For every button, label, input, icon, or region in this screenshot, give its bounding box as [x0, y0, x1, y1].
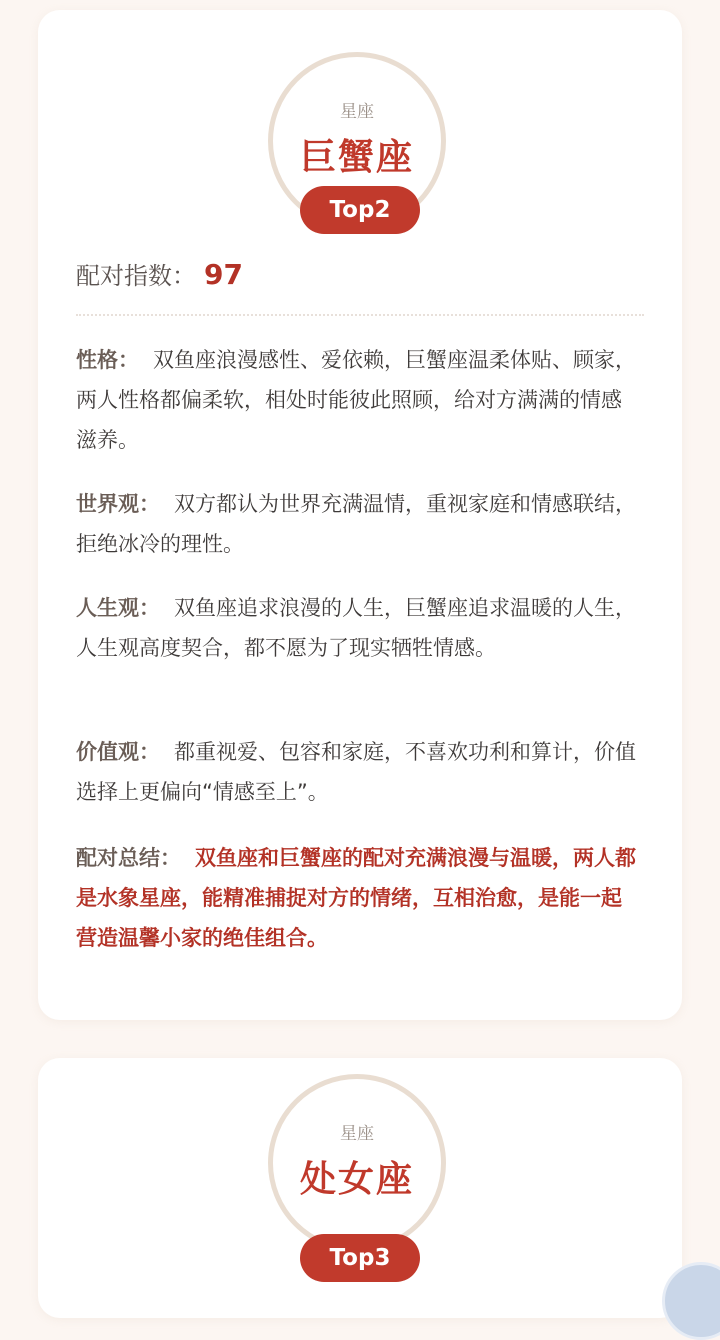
section-text: 双鱼座追求浪漫的人生，巨蟹座追求温暖的人生，人生观高度契合，都不愿为了现实牺牲情感。: [76, 596, 636, 660]
section-text: 双方都认为世界充满温情，重视家庭和情感联结，拒绝冰冷的理性。: [76, 492, 636, 556]
match-score-row: [76, 256, 243, 291]
section-label: 价值观：: [76, 740, 160, 764]
match-score-label: 配对指数：: [76, 262, 196, 290]
section-outlook-on-life: [76, 588, 642, 668]
section-label: 人生观：: [76, 596, 160, 620]
section-text: 都重视爱、包容和家庭，不喜欢功利和算计，价值选择上更偏向“情感至上”。: [76, 740, 636, 804]
sign-name: 处女座: [299, 1159, 414, 1200]
rank-badge: Top2: [300, 186, 420, 234]
rank-badge: Top3: [300, 1234, 420, 1282]
section-personality: [76, 340, 642, 460]
section-label: 世界观：: [76, 492, 160, 516]
sign-name: 巨蟹座: [299, 137, 414, 178]
match-card-top3: [38, 1058, 682, 1318]
divider: [76, 314, 644, 316]
match-card-top2: [38, 10, 682, 1020]
section-summary: [76, 838, 642, 958]
match-score-value: 97: [204, 258, 243, 291]
sign-ring: [268, 1074, 446, 1252]
section-values: [76, 732, 642, 812]
summary-text: 双鱼座和巨蟹座的配对充满浪漫与温暖，两人都是水象星座，能精准捕捉对方的情绪，互相治愈，是能一起营造温馨小家的绝佳组合。: [76, 846, 636, 950]
section-text: 双鱼座浪漫感性、爱依赖，巨蟹座温柔体贴、顾家，两人性格都偏柔软，相处时能彼此照顾，给对方满满的情感滋养。: [76, 348, 636, 452]
ring-label: 星座: [340, 1124, 374, 1144]
section-label: 性格：: [76, 348, 139, 372]
section-worldview: [76, 484, 642, 564]
ring-label: 星座: [340, 102, 374, 122]
summary-label: 配对总结：: [76, 846, 181, 870]
